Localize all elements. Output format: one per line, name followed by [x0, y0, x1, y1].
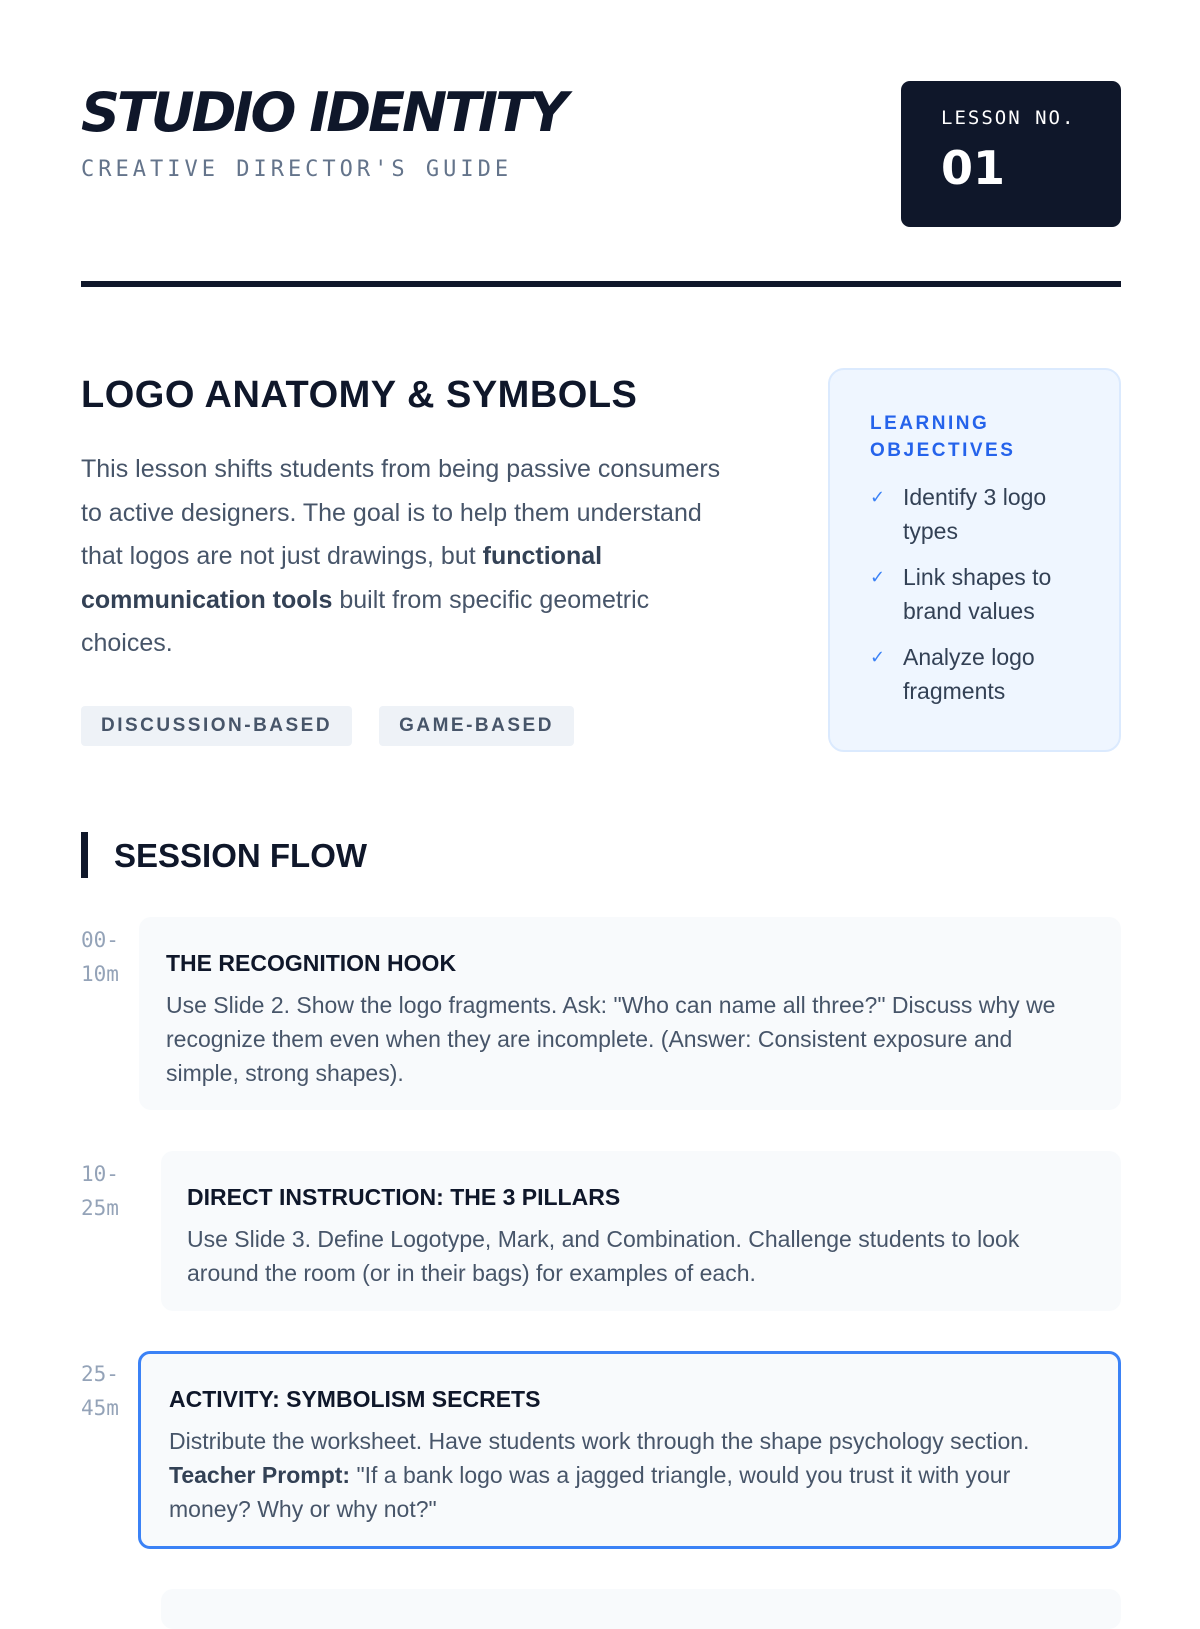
- check-icon: ✓: [870, 647, 886, 667]
- step-time: 10-25m: [81, 1162, 119, 1220]
- step-title: ACTIVITY: SYMBOLISM SECRETS: [169, 1386, 541, 1412]
- session-flow-heading: SESSION FLOW: [114, 837, 368, 874]
- objective-text: Analyze logo fragments: [903, 644, 1035, 704]
- objective-text: Identify 3 logo types: [903, 484, 1047, 544]
- header-divider: [81, 281, 1121, 287]
- objective-item: [870, 480, 1089, 548]
- brand-subtitle: CREATIVE DIRECTOR'S GUIDE: [81, 157, 513, 182]
- step-time: 25-45m: [81, 1362, 119, 1420]
- step-text-start: Distribute the worksheet. Have students work through the shape psychology section.: [169, 1428, 1030, 1454]
- check-icon: ✓: [870, 487, 886, 507]
- intro-paragraph: [81, 448, 741, 666]
- step-title: DIRECT INSTRUCTION: THE 3 PILLARS: [187, 1184, 621, 1210]
- learning-objectives-panel: [828, 368, 1121, 752]
- tag-discussion-based: DISCUSSION-BASED: [81, 706, 352, 746]
- brand-title: STUDIO IDENTITY: [81, 81, 566, 144]
- step-title: THE RECOGNITION HOOK: [166, 950, 457, 976]
- step-text-end: "If a bank logo was a jagged triangle, would you trust it with your money? Why or why not?": [169, 1462, 1011, 1522]
- lesson-number-badge: [901, 81, 1121, 227]
- step-description: Use Slide 3. Define Logotype, Mark, and Combination. Challenge students to look around the room (or in their bags) for examples of each.: [187, 1226, 1020, 1286]
- step-time: 00-10m: [81, 928, 119, 986]
- objective-item: [870, 640, 1089, 708]
- check-icon: ✓: [870, 567, 886, 587]
- section-accent-bar: [81, 832, 88, 878]
- objectives-heading: LEARNING OBJECTIVES: [870, 413, 1016, 461]
- step-description: [169, 1424, 1088, 1526]
- objective-text: Link shapes to brand values: [903, 564, 1052, 624]
- lesson-page: [81, 0, 1121, 1600]
- step-card-next: [161, 1589, 1121, 1629]
- intro-text-start: This lesson shifts students from being passive consumers to active designers. The goal is to help them understand that logos are not just drawings, but: [81, 455, 721, 570]
- lesson-label: LESSON NO.: [941, 107, 1076, 129]
- lesson-number: 01: [941, 141, 1006, 195]
- tag-list: [81, 706, 574, 746]
- objective-item: [870, 560, 1089, 628]
- intro-text-emphasis: functional communication tools: [81, 542, 603, 614]
- teacher-prompt-label: Teacher Prompt:: [169, 1462, 351, 1488]
- step-description: Use Slide 2. Show the logo fragments. Ask: "Who can name all three?" Discuss why we recognize them even when they are incomplete. (Answer: Consistent exposure and simple, strong shapes).: [166, 992, 1056, 1086]
- step-card-direct-instruction: [161, 1151, 1121, 1311]
- objectives-list: [870, 480, 1089, 708]
- intro-text-end: built from specific geometric choices.: [81, 585, 650, 657]
- step-card-recognition-hook: [139, 917, 1121, 1110]
- step-card-symbolism-secrets: [138, 1351, 1121, 1549]
- tag-game-based: GAME-BASED: [379, 706, 574, 746]
- lesson-title: LOGO ANATOMY & SYMBOLS: [81, 374, 638, 416]
